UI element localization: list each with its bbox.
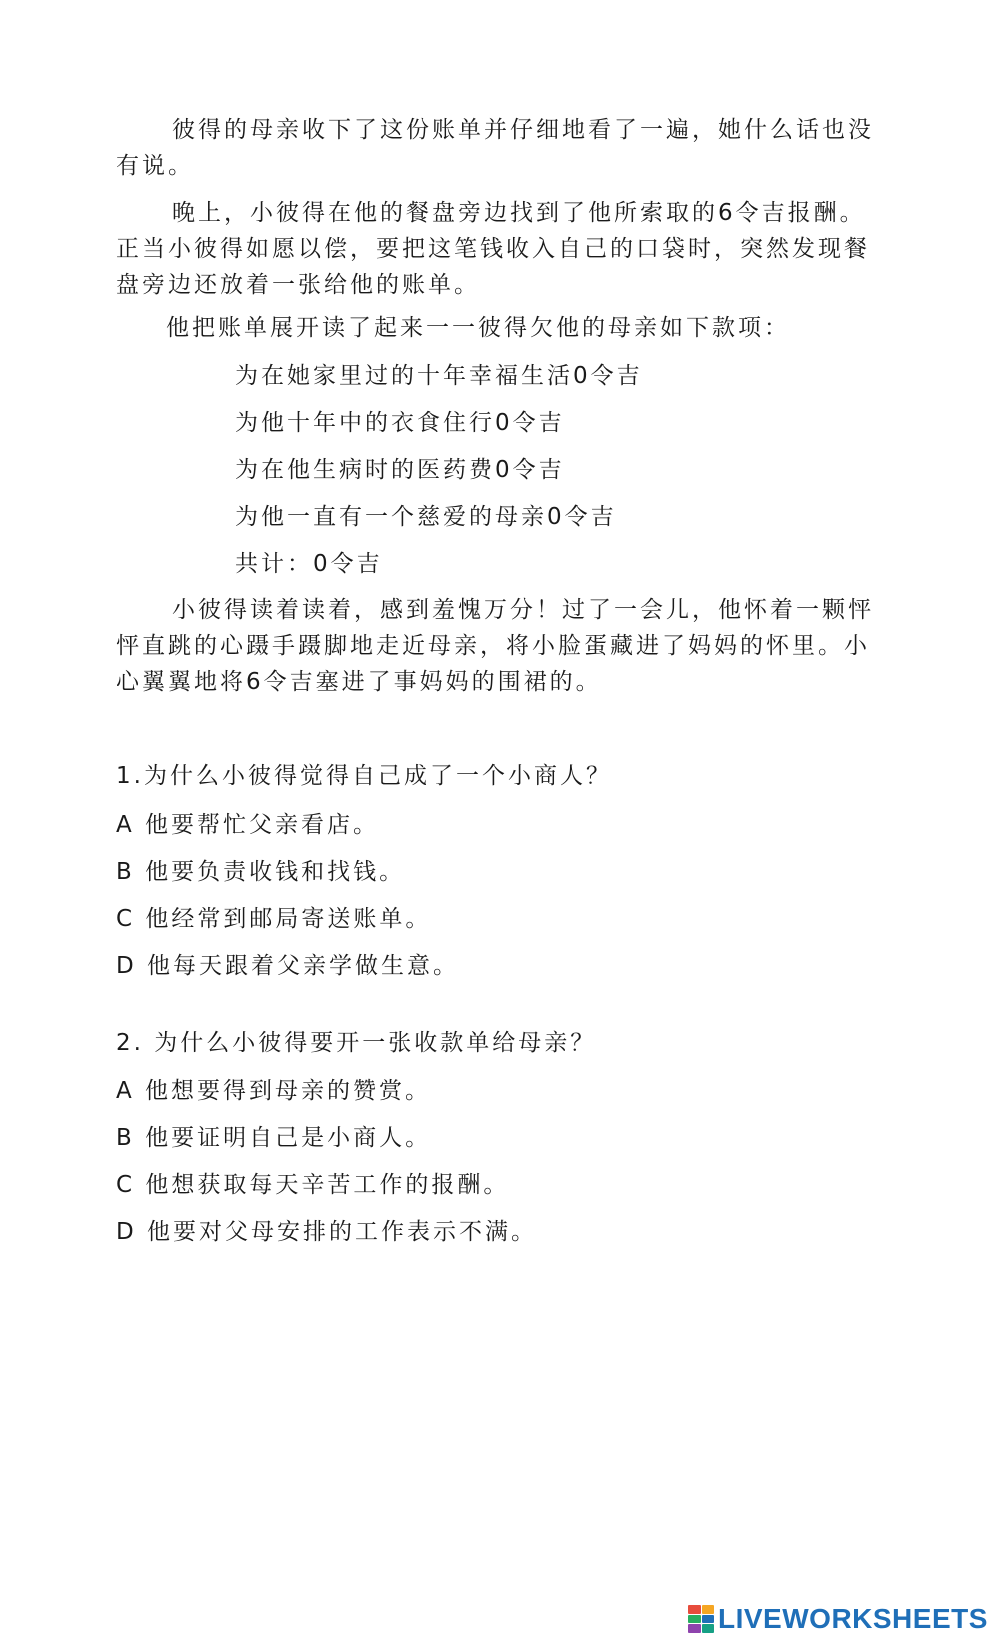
bill-item: 为在她家里过的十年幸福生活0令吉 (235, 363, 643, 389)
passage-paragraph-3: 他把账单展开读了起来一一彼得欠他的母亲如下款项： (166, 315, 790, 341)
bill-item: 为他十年中的衣食住行0令吉 (235, 410, 565, 436)
answer-option[interactable]: A 他要帮忙父亲看店。 (116, 812, 380, 838)
bill-item: 为他一直有一个慈爱的母亲0令吉 (235, 504, 617, 530)
question-text: 2. 为什么小彼得要开一张收款单给母亲？ (116, 1030, 597, 1056)
bill-total: 共计：0令吉 (235, 551, 383, 577)
question-text: 1.为什么小彼得觉得自己成了一个小商人？ (116, 763, 612, 789)
liveworksheets-logo-icon (688, 1605, 714, 1633)
passage-paragraph-2: 晚上，小彼得在他的餐盘旁边找到了他所索取的6令吉报酬。正当小彼得如愿以偿，要把这笔钱收入自己的口袋时，突然发现餐盘旁边还放着一张给他的账单。 (116, 200, 870, 298)
answer-option[interactable]: D 他要对父母安排的工作表示不满。 (116, 1219, 538, 1245)
passage-paragraph-1: 彼得的母亲收下了这份账单并仔细地看了一遍，她什么话也没有说。 (116, 117, 874, 179)
liveworksheets-watermark (688, 1603, 988, 1635)
answer-option[interactable]: D 他每天跟着父亲学做生意。 (116, 953, 460, 979)
answer-option[interactable]: B 他要证明自己是小商人。 (116, 1125, 432, 1151)
watermark-text: LIVEWORKSHEETS (718, 1603, 988, 1634)
bill-item: 为在他生病时的医药费0令吉 (235, 457, 565, 483)
answer-option[interactable]: C 他经常到邮局寄送账单。 (116, 906, 432, 932)
answer-option[interactable]: B 他要负责收钱和找钱。 (116, 859, 406, 885)
answer-option[interactable]: C 他想获取每天辛苦工作的报酬。 (116, 1172, 510, 1198)
passage-paragraph-4: 小彼得读着读着，感到羞愧万分！过了一会儿，他怀着一颗怦怦直跳的心蹑手蹑脚地走近母亲，将小脸蛋藏进了妈妈的怀里。小心翼翼地将6令吉塞进了事妈妈的围裙的。 (116, 597, 874, 695)
answer-option[interactable]: A 他想要得到母亲的赞赏。 (116, 1078, 432, 1104)
